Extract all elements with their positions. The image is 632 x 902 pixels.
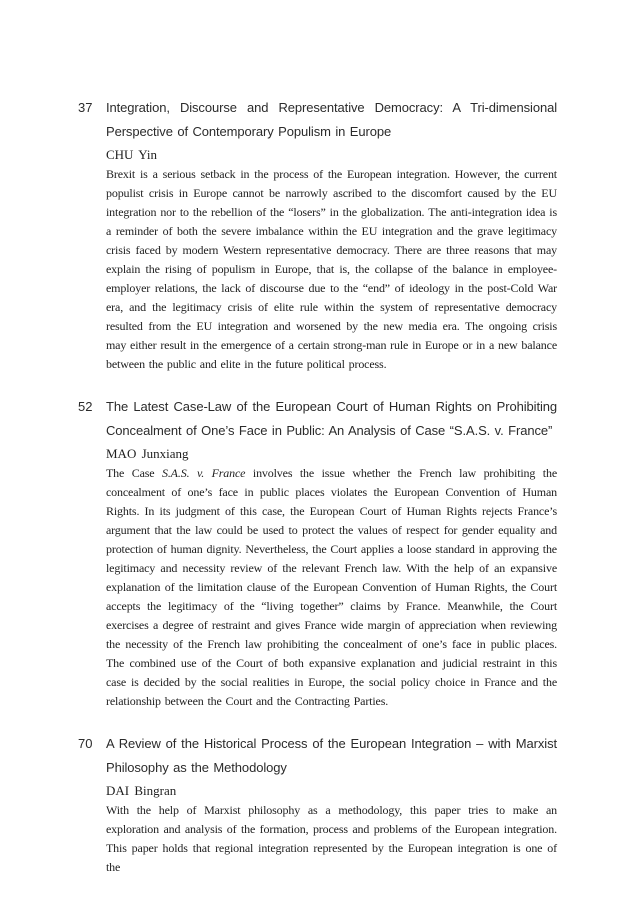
abstract-text: involves the issue whether the French law prohibiting the concealment of one’s face in public places violates the European Convention of Human Rights. In its judgment of this case, the European Court of Human Rights rejects France’s argument that the law could be used to protect the values of respect for gender equality and protection of human dignity. Nevertheless, the Court applies a loose standard in approving the legitimacy and necessity review of the relevant French law. With the help of an expansive explanation of the limitation clause of the European Convention of Human Rights, the Court accepts the legitimacy of the “living together” claims by France. Meanwhile, the Court exercises a degree of restraint and gives France wide margin of appreciation when reviewing the necessity of the French law prohibiting the concealment of one’s face in public places. The combined use of the Court of both expansive explanation and judicial restraint in this case is decided by the social realities in Europe, the social policy choice in France and the relationship between the Court and the Contracting Parties. xyxy=(106,466,557,708)
entry-abstract xyxy=(106,801,557,877)
entry-title: Integration, Discourse and Representative Democracy: A Tri-dimensional Perspective of Contemporary Populism in Europe xyxy=(106,100,557,139)
entry-author: CHU Yin xyxy=(106,147,157,162)
abstract-text-italic: S.A.S. v. France xyxy=(161,466,246,480)
entry-body xyxy=(106,732,557,877)
entry-author: DAI Bingran xyxy=(106,783,177,798)
abstract-text: With the help of Marxist philosophy as a methodology, this paper tries to make an exploration and analysis of the formation, process and problems of the European integration. This paper holds that regional integration represented by the European integration is one of the xyxy=(106,803,557,874)
entry-abstract xyxy=(106,165,557,374)
entry-title: A Review of the Historical Process of the European Integration – with Marxist Philosophy as the Methodology xyxy=(106,736,557,775)
page-content xyxy=(78,96,557,898)
toc-entry-1 xyxy=(78,96,557,374)
entry-page-number: 37 xyxy=(78,100,93,115)
toc-entry-2 xyxy=(78,395,557,711)
entry-body xyxy=(106,395,557,711)
entry-title: The Latest Case-Law of the European Court of Human Rights on Prohibiting Concealment of One’s Face in Public: An Analysis of Case “S.A.S. v. France” xyxy=(106,399,557,438)
entry-body xyxy=(106,96,557,374)
toc-entry-3 xyxy=(78,732,557,877)
entry-author: MAO Junxiang xyxy=(106,446,189,461)
entry-abstract xyxy=(106,464,557,711)
abstract-text: The Case xyxy=(106,466,162,480)
entry-page-number: 52 xyxy=(78,399,93,414)
entry-page-number: 70 xyxy=(78,736,93,751)
abstract-text: Brexit is a serious setback in the process of the European integration. However, the current populist crisis in Europe cannot be narrowly ascribed to the discomfort caused by the EU integration nor to the rebellion of the “losers” in the globalization. The anti-integration idea is a reminder of both the severe imbalance within the EU integration and the grave legitimacy crisis faced by modern Western representative democracy. There are three reasons that may explain the rising of populism in Europe, that is, the collapse of the balance in employee-employer relations, the lack of discourse due to the “end” of ideology in the post-Cold War era, and the legitimacy crisis of elite rule within the system of representative democracy resulted from the EU integration and worsened by the new media era. The ongoing crisis may either result in the emergence of a certain strong-man rule in Europe or in a new balance between the public and elite in the future political process. xyxy=(106,167,557,371)
